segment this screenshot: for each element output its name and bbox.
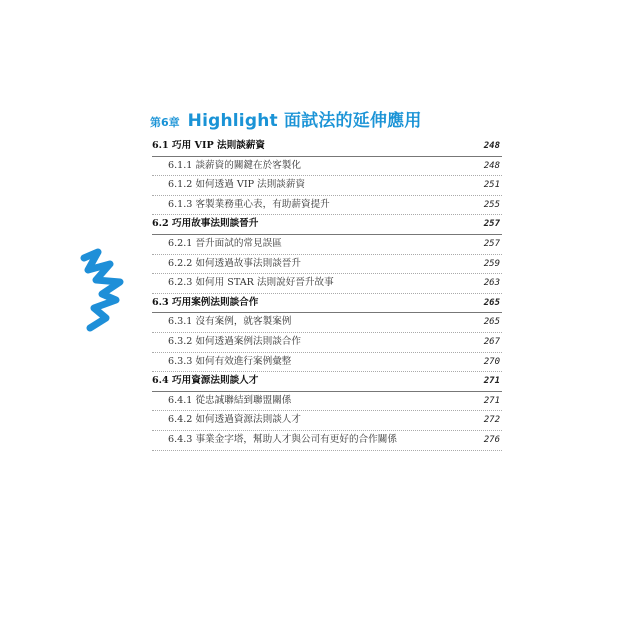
toc-page-number: 270 — [483, 356, 500, 367]
toc-section-row — [152, 137, 502, 157]
toc-subsection-row — [152, 157, 502, 177]
toc-subsection-row — [152, 431, 502, 451]
toc-page-number: 257 — [483, 219, 500, 230]
toc-entry-label: 6.2.2 如何透過故事法則談晉升 — [168, 257, 301, 269]
toc-page-number: 248 — [483, 160, 500, 171]
toc-entry-label: 6.3.1 沒有案例，就客製案例 — [168, 316, 292, 328]
toc-entry-label: 6.3 巧用案例法則談合作 — [152, 296, 259, 308]
toc-subsection-row — [152, 274, 502, 294]
toc-entry-label: 6.1.1 談薪資的關鍵在於客製化 — [168, 159, 301, 171]
toc-page-number: 248 — [483, 141, 500, 151]
toc-page-number: 271 — [483, 395, 500, 406]
toc-page-number: 251 — [483, 180, 500, 191]
toc-subsection-row — [152, 255, 502, 275]
toc-subsection-row — [152, 313, 502, 333]
toc-page-number: 276 — [483, 434, 500, 445]
toc-entry-label: 6.2.3 如何用 STAR 法則說好晉升故事 — [168, 277, 334, 289]
toc-entry-label: 6.2.1 晉升面試的常見誤區 — [168, 237, 282, 249]
toc-page-number: 265 — [483, 317, 500, 328]
toc-subsection-row — [152, 353, 502, 373]
toc-subsection-row — [152, 176, 502, 196]
toc-page-number: 265 — [483, 297, 500, 308]
chapter-title: Highlight 面試法的延伸應用 — [187, 111, 422, 131]
table-of-contents — [152, 137, 502, 451]
toc-entry-label: 6.1.3 客製業務重心表，有助薪資提升 — [168, 198, 330, 210]
toc-page-number: 263 — [483, 278, 500, 289]
toc-page-number: 271 — [483, 376, 500, 387]
toc-entry-label: 6.4.2 如何透過資源法則談人才 — [168, 414, 301, 426]
toc-entry-label: 6.1.2 如何透過 VIP 法則談薪資 — [168, 179, 306, 191]
toc-subsection-row — [152, 411, 502, 431]
toc-subsection-row — [152, 235, 502, 255]
blue-zigzag-scribble-icon — [76, 238, 140, 338]
toc-section-row — [152, 372, 502, 392]
toc-subsection-row — [152, 333, 502, 353]
chapter-label: 第6章 — [150, 116, 180, 129]
toc-section-row — [152, 294, 502, 314]
chapter-heading — [150, 106, 422, 131]
toc-entry-label: 6.4.1 從忠誠聯結到聯盟關係 — [168, 394, 292, 406]
toc-page-number: 259 — [483, 258, 500, 269]
toc-entry-label: 6.3.2 如何透過案例法則談合作 — [168, 335, 301, 347]
toc-page-number: 255 — [483, 199, 500, 210]
toc-entry-label: 6.4.3 事業金字塔，幫助人才與公司有更好的合作關係 — [168, 433, 397, 445]
toc-page-number: 267 — [483, 336, 500, 347]
toc-entry-label: 6.1 巧用 VIP 法則談薪資 — [152, 140, 266, 151]
toc-section-row — [152, 215, 502, 235]
toc-page-number: 257 — [483, 238, 500, 249]
toc-subsection-row — [152, 196, 502, 216]
toc-subsection-row — [152, 392, 502, 412]
toc-entry-label: 6.4 巧用資源法則談人才 — [152, 375, 259, 387]
toc-entry-label: 6.2 巧用故事法則談晉升 — [152, 218, 259, 230]
toc-entry-label: 6.3.3 如何有效進行案例彙整 — [168, 355, 292, 367]
toc-page-number: 272 — [483, 415, 500, 426]
